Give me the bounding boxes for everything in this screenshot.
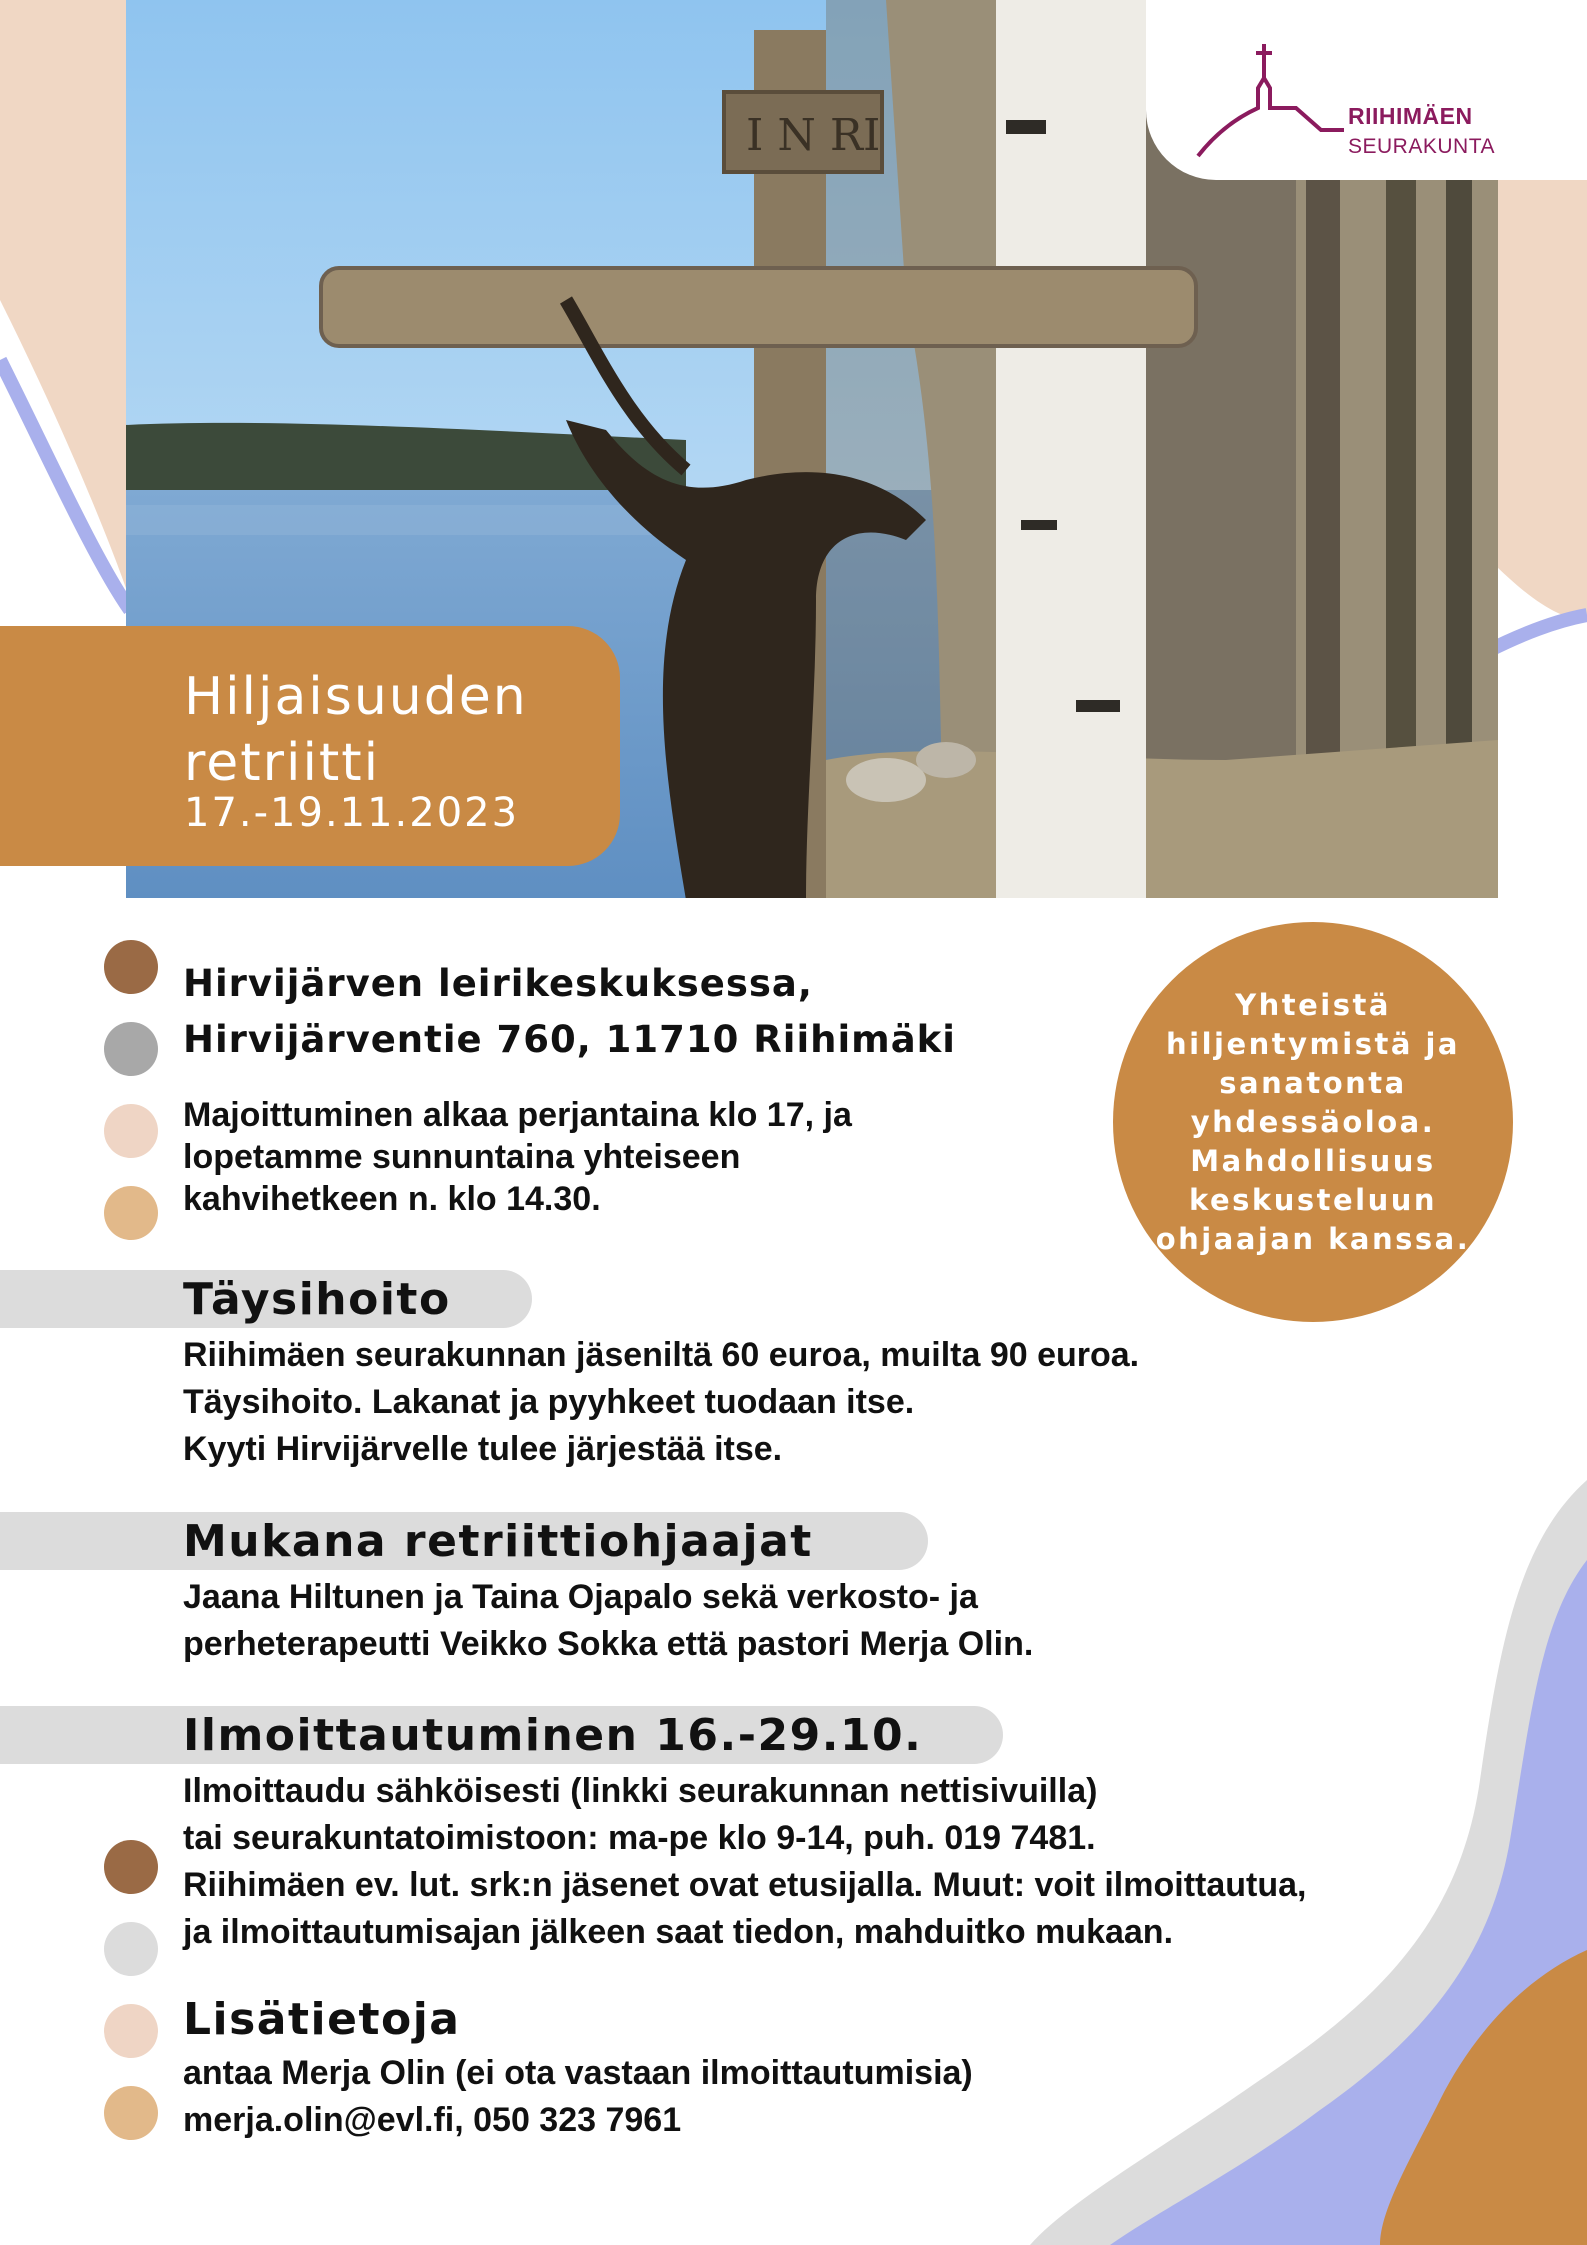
section-line: perheterapeutti Veikko Sokka että pastori Merja Olin.	[183, 1625, 1034, 1663]
schedule-line: kahvihetkeen n. klo 14.30.	[183, 1180, 601, 1218]
logo-text-line2: SEURAKUNTA	[1348, 135, 1495, 158]
schedule-line: Majoittuminen alkaa perjantaina klo 17, ja	[183, 1096, 852, 1134]
section-line: Ilmoittaudu sähköisesti (linkki seurakunnan nettisivuilla)	[183, 1772, 1098, 1810]
section-line: Jaana Hiltunen ja Taina Ojapalo sekä verkosto- ja	[183, 1578, 978, 1616]
decor-dot	[104, 2086, 158, 2140]
section-line: antaa Merja Olin (ei ota vastaan ilmoittautumisia)	[183, 2054, 973, 2092]
section-line: Täysihoito. Lakanat ja pyyhkeet tuodaan itse.	[183, 1383, 915, 1421]
decor-dot	[104, 1022, 158, 1076]
logo-text-line1: RIIHIMÄEN	[1348, 103, 1473, 129]
event-date: 17.-19.11.2023	[184, 790, 520, 836]
event-title-tag	[0, 626, 620, 866]
section-heading-full-board: Täysihoito	[183, 1274, 451, 1325]
contact-line[interactable]: merja.olin@evl.fi, 050 323 7961	[183, 2101, 682, 2139]
section-text-leaders	[183, 1574, 1033, 1668]
decor-dot	[104, 940, 158, 994]
decor-dot	[104, 1104, 158, 1158]
decor-dot	[104, 1922, 158, 1976]
decor-dot	[104, 1840, 158, 1894]
section-text-full-board	[183, 1332, 1139, 1473]
location-line2: Hirvijärventie 760, 11710 Riihimäki	[183, 1018, 956, 1061]
decor-dot	[104, 1186, 158, 1240]
section-text-registration	[183, 1768, 1306, 1956]
section-line: Riihimäen seurakunnan jäseniltä 60 euroa, muilta 90 euroa.	[183, 1336, 1140, 1374]
section-text-more-info	[183, 2050, 973, 2144]
section-line: Kyyti Hirvijärvelle tulee järjestää itse.	[183, 1430, 783, 1468]
section-line: tai seurakuntatoimistoon: ma-pe klo 9-14, puh. 019 7481.	[183, 1819, 1096, 1857]
callout-text: Yhteistä hiljentymistä ja sanatonta yhdessäoloa. Mahdollisuus keskusteluun ohjaajan kanssa.	[1155, 987, 1471, 1256]
location-line1: Hirvijärven leirikeskuksessa,	[183, 962, 813, 1005]
decor-dot	[104, 2004, 158, 2058]
section-heading-leaders: Mukana retriittiohjaajat	[183, 1516, 813, 1567]
section-heading-registration: Ilmoittautuminen 16.-29.10.	[183, 1710, 923, 1761]
callout-circle	[1113, 922, 1513, 1322]
parish-logo[interactable]	[1146, 0, 1587, 180]
section-line: ja ilmoittautumisajan jälkeen saat tiedon, mahduitko mukaan.	[183, 1913, 1174, 1951]
svg-text:I N RI: I N RI	[746, 110, 881, 161]
event-title-line1: Hiljaisuuden	[184, 667, 528, 727]
section-heading-more-info: Lisätietoja	[183, 1994, 461, 2045]
schedule-text	[183, 1094, 852, 1220]
church-icon	[1196, 38, 1346, 158]
event-title	[184, 664, 528, 796]
section-line: Riihimäen ev. lut. srk:n jäsenet ovat etusijalla. Muut: voit ilmoittautua,	[183, 1866, 1307, 1904]
schedule-line: lopetamme sunnuntaina yhteiseen	[183, 1138, 741, 1176]
event-title-line2: retriitti	[184, 733, 381, 793]
